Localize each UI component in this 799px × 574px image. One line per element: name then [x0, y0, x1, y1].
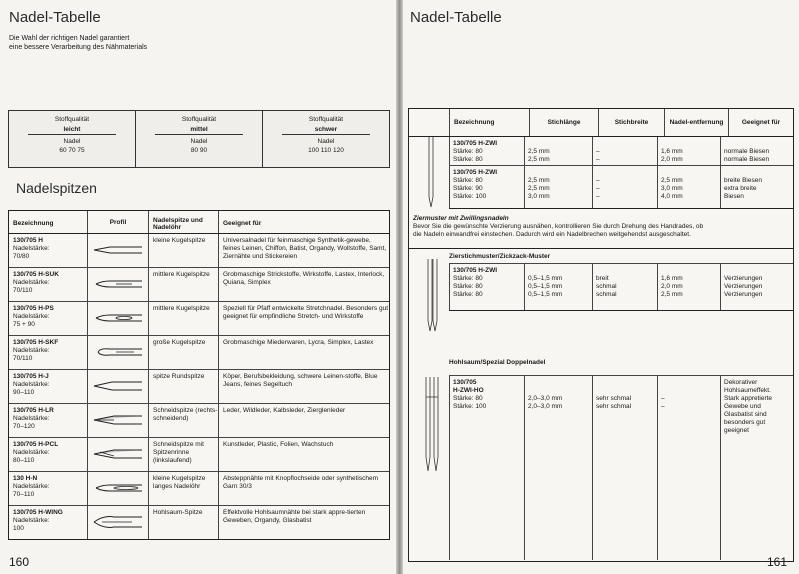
book-gutter	[396, 0, 403, 574]
quality-light: Stoffqualität leicht Nadel 60 70 75	[9, 111, 136, 167]
table-row: 130/705 H-PS Nadelstärke: 75 + 90 mittlere Kugelspitze Speziell für Pfaff entwickelte Stretchnadel. Besonders gut geeignet für empfindliche Stretch- und Wirkstoffe	[9, 302, 389, 336]
quality-heavy: Stoffqualität schwer Nadel 100 110 120	[263, 111, 389, 167]
needle-profile-icon	[92, 442, 144, 466]
twin-needle-note: Ziermuster mit Zwillingsnadeln Bevor Sie die gewünschte Verzierung ausnähen, kontrollieren Sie durch Drehung des Handrades, ob die Nadeln einwandfrei einstechen. Dadurch wird ein Nadelbrechen weitgehendst ausgeschaltet.	[409, 213, 793, 249]
table-header: Bezeichnung Stichlänge Stichbreite Nadel-entfernung Geeignet für	[409, 109, 793, 137]
fabric-quality-box	[8, 110, 390, 168]
table-row: 130/705 H-LR Nadelstärke: 70–120 Schneidspitze (rechts-schneidend) Leder, Wildleder, Kalbsleder, Zierglenleder	[9, 404, 389, 438]
quality-medium: Stoffqualität mittel Nadel 80 90	[136, 111, 263, 167]
block-zickzack: Zierstichmuster/Zickzack-Muster 130/705 H-ZWI Stärke: 80 Stärke: 80 Stärke: 80 0,5–1,5 mm 0,5–1,5 mm 0,5–1,5 mm breit schmal schmal 1,6 mm 2,0 mm 2,5 mm Verzierungen Verzierungen Verzierungen	[409, 249, 793, 311]
section-title-needle-tips: Nadelspitzen	[16, 180, 97, 196]
page-number-left: 160	[9, 555, 30, 569]
table-header: Bezeichnung Profil Nadelspitze und Nadelöhr Geeignet für	[9, 211, 389, 234]
table-row: 130/705 H-PCL Nadelstärke: 80–110 Schneidspitze mit Spitzenrinne (linkslaufend) Kunstleder, Plastic, Folien, Wachstuch	[9, 438, 389, 472]
needle-profile-icon	[92, 306, 144, 330]
left-page	[0, 0, 396, 574]
needle-profile-icon	[92, 272, 144, 296]
block-zwi-a: 130/705 H-ZWI Stärke: 80 Stärke: 80 2,5 mm 2,5 mm – – 1,6 mm 2,0 mm normale Biesen normale Biesen 130/705 H-ZWI Stärke: 80 Stärke: 90 Stärke: 100 2,5 mm 2,5 mm 3,0 mm – – – 2,5 mm 3,0 mm 4,0 mm breite Biesen extra breite Biesen	[409, 137, 793, 209]
table-row: 130/705 H-SKF Nadelstärke: 70/110 große Kugelspitze Grobmaschige Miederwaren, Lycra, Simplex, Lastex	[9, 336, 389, 370]
needle-profile-icon	[92, 476, 144, 500]
needle-profile-icon	[92, 374, 144, 398]
page-number-right: 161	[767, 555, 788, 569]
right-page-title: Nadel-Tabelle	[410, 9, 502, 26]
table-row: 130 H-N Nadelstärke: 70–110 kleine Kugelspitze langes Nadelöhr Absteppnähte mit Knopflochseide oder synthetischem Garn 30/3	[9, 472, 389, 506]
table-row: 130/705 H-SUK Nadelstärke: 70/110 mittlere Kugelspitze Grobmaschige Strickstoffe, Wirkstoffe, Lastex, Interlock, Quiana, Simplex	[9, 268, 389, 302]
needle-tips-table	[8, 210, 390, 540]
needle-profile-icon	[92, 340, 144, 364]
needle-profile-icon	[92, 408, 144, 432]
table-row: 130/705 H-WING Nadelstärke: 100 Hohlsaum-Spitze Effektvolle Hohlsaumnähte bei stark appre-tierten Geweben, Organdy, Glasbatist	[9, 506, 389, 539]
block-hohlsaum: Hohlsaum/Spezial Doppelnadel 130/705 H-ZWI-HO Stärke: 80 Stärke: 100 2,0–3,0 mm 2,0–3,0 mm sehr schmal sehr schmal – – Dekorativer Hohlsaumeffekt. Stark appretierte Gewebe und Glasbatist sind besonders gut geeignet	[409, 349, 793, 560]
needle-profile-icon	[92, 510, 144, 534]
table-row: 130/705 H Nadelstärke: 70/80 kleine Kugelspitze Universalnadel für feinmaschige Synthetik-gewebe, feines Leinen, Chiffon, Batist, Organdy, Wollstoffe, Samt, Ziernähte und Stickereien	[9, 234, 389, 268]
needle-profile-icon	[92, 238, 144, 262]
intro-text: Die Wahl der richtigen Nadel garantiert eine bessere Verarbeitung des Nähmaterials	[9, 35, 148, 51]
table-row: 130/705 H-J Nadelstärke: 90–110 spitze Rundspitze Köper, Berufsbekleidung, schwere Leinen-stoffe, Blue Jeans, feines Segeltuch	[9, 370, 389, 404]
right-page	[403, 0, 799, 574]
twin-needle-table	[408, 108, 794, 562]
left-page-title: Nadel-Tabelle	[9, 9, 101, 26]
